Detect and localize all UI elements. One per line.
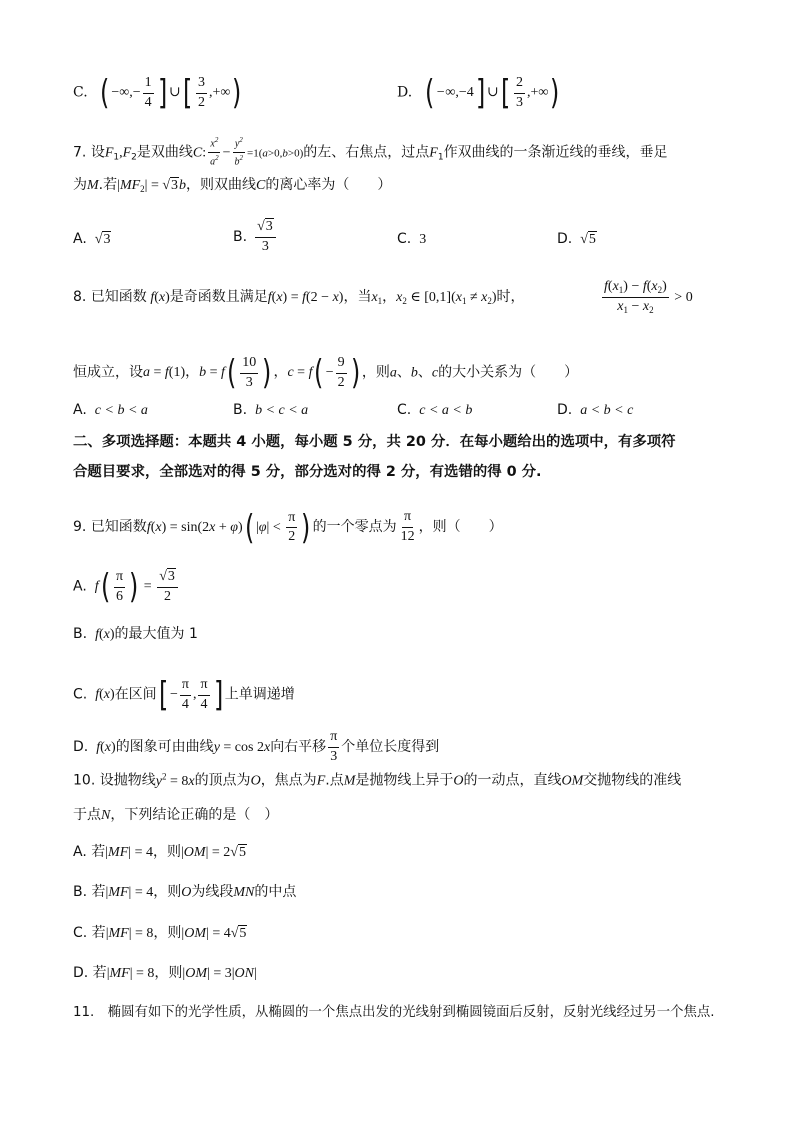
q8-stem-line2: 恒成立，设a = f(1)，b = f( $\frac{10}{3}$ ) ，c = f( − $\frac{9}{2}$ ) ，则a、b、c的大小关系为（ ）	[73, 352, 579, 393]
q7-stem-line2: 为M.若$|MF_2| = √3b$，则双曲线C的离心率为（ ）	[73, 177, 392, 194]
q7-option-b: B. $\frac{√3}{3}$	[233, 220, 278, 254]
q11-stem: 11. 椭圆有如下的光学性质，从椭圆的一个焦点出发的光线射到椭圆镜面后反射，反射光线经过另一个焦点.	[73, 1005, 715, 1020]
q8-option-d: D. a < b < c	[557, 402, 634, 418]
q9-stem: 9. 已知函数f(x) = sin(2x + φ)( |φ| < $\frac{\pi}{2}$ ) 的一个零点为 $\frac{\pi}{12}$ ，则（ ）	[73, 507, 503, 548]
q7-option-a: A. √3	[73, 231, 111, 247]
q10-option-d: D. 若|MF| = 8，则|OM| = 3|ON|	[73, 965, 257, 981]
section-heading-line2: 合题目要求，全部选对的得 5 分，部分选对的得 2 分，有选错的得 0 分.	[73, 464, 542, 480]
q6-option-c: C. ( −∞,− $\frac{1}{4}$ ] ∪[ $\frac{3}{2}$ ,+∞)	[73, 72, 242, 113]
q9-option-c: C. f(x)在区间[ − $\frac{\pi}{4}$ , $\frac{\pi}{4}$ ] 上单调递增	[73, 674, 295, 715]
q9-option-d: D. f(x)的图象可由曲线y = cos 2x向右平移 $\frac{\pi}{3}$ 个单位长度得到	[73, 729, 440, 764]
section-heading-line1: 二、多项选择题：本题共 4 小题，每小题 5 分，共 20 分．在每小题给出的选项中，有多项符	[73, 434, 676, 450]
q6-option-d: D. ( −∞,−4] ∪[ $\frac{2}{3}$ ,+∞)	[397, 72, 560, 113]
q10-option-b: B. 若|MF| = 4，则O为线段MN的中点	[73, 884, 297, 900]
q8-option-b: B. b < c < a	[233, 402, 309, 418]
q10-stem-line1: 10. 设抛物线$y^2 = 8x$的顶点为O，焦点为F.点M是抛物线上异于O的一动点，直线OM交抛物线的准线	[73, 771, 682, 789]
q10-option-c: C. 若|MF| = 8，则|OM| = 4√5	[73, 925, 247, 941]
q7-stem-line1: 7. 设$F_1,F_2$是双曲线C: $\frac{x^2}{a^2}$ − $\frac{y^2}{b^2}$ =1(a>0,b>0)的左、右焦点，过点$F_1$作双曲线的一条渐近线的垂线，垂足	[73, 136, 668, 168]
q10-option-a: A. 若|MF| = 4，则|OM| = 2√5	[73, 844, 246, 860]
q8-stem-line1: 8. 已知函数 f(x)是奇函数且满足f(x) = f(2 − x)，当$x_1$，$x_2$ ∈ $[0,1](x_1 \ne x_2)$时，	[73, 289, 525, 306]
q9-option-a: A. f( $\frac{\pi}{6}$ ) = $\frac{√3}{2}$	[73, 570, 180, 604]
q7-option-c: C. 3	[397, 231, 427, 247]
q8-option-a: A. c < b < a	[73, 402, 148, 418]
q10-stem-line2: 于点N，下列结论正确的是（ ）	[73, 807, 279, 823]
q9-option-b: B. f(x)的最大值为 1	[73, 626, 198, 642]
q8-inequality: $\frac{f(x_1) - f(x_2)}{x_1 - x_2}$ > 0	[604, 279, 693, 316]
q8-option-c: C. c < a < b	[397, 402, 473, 418]
q7-option-d: D. √5	[557, 231, 596, 247]
